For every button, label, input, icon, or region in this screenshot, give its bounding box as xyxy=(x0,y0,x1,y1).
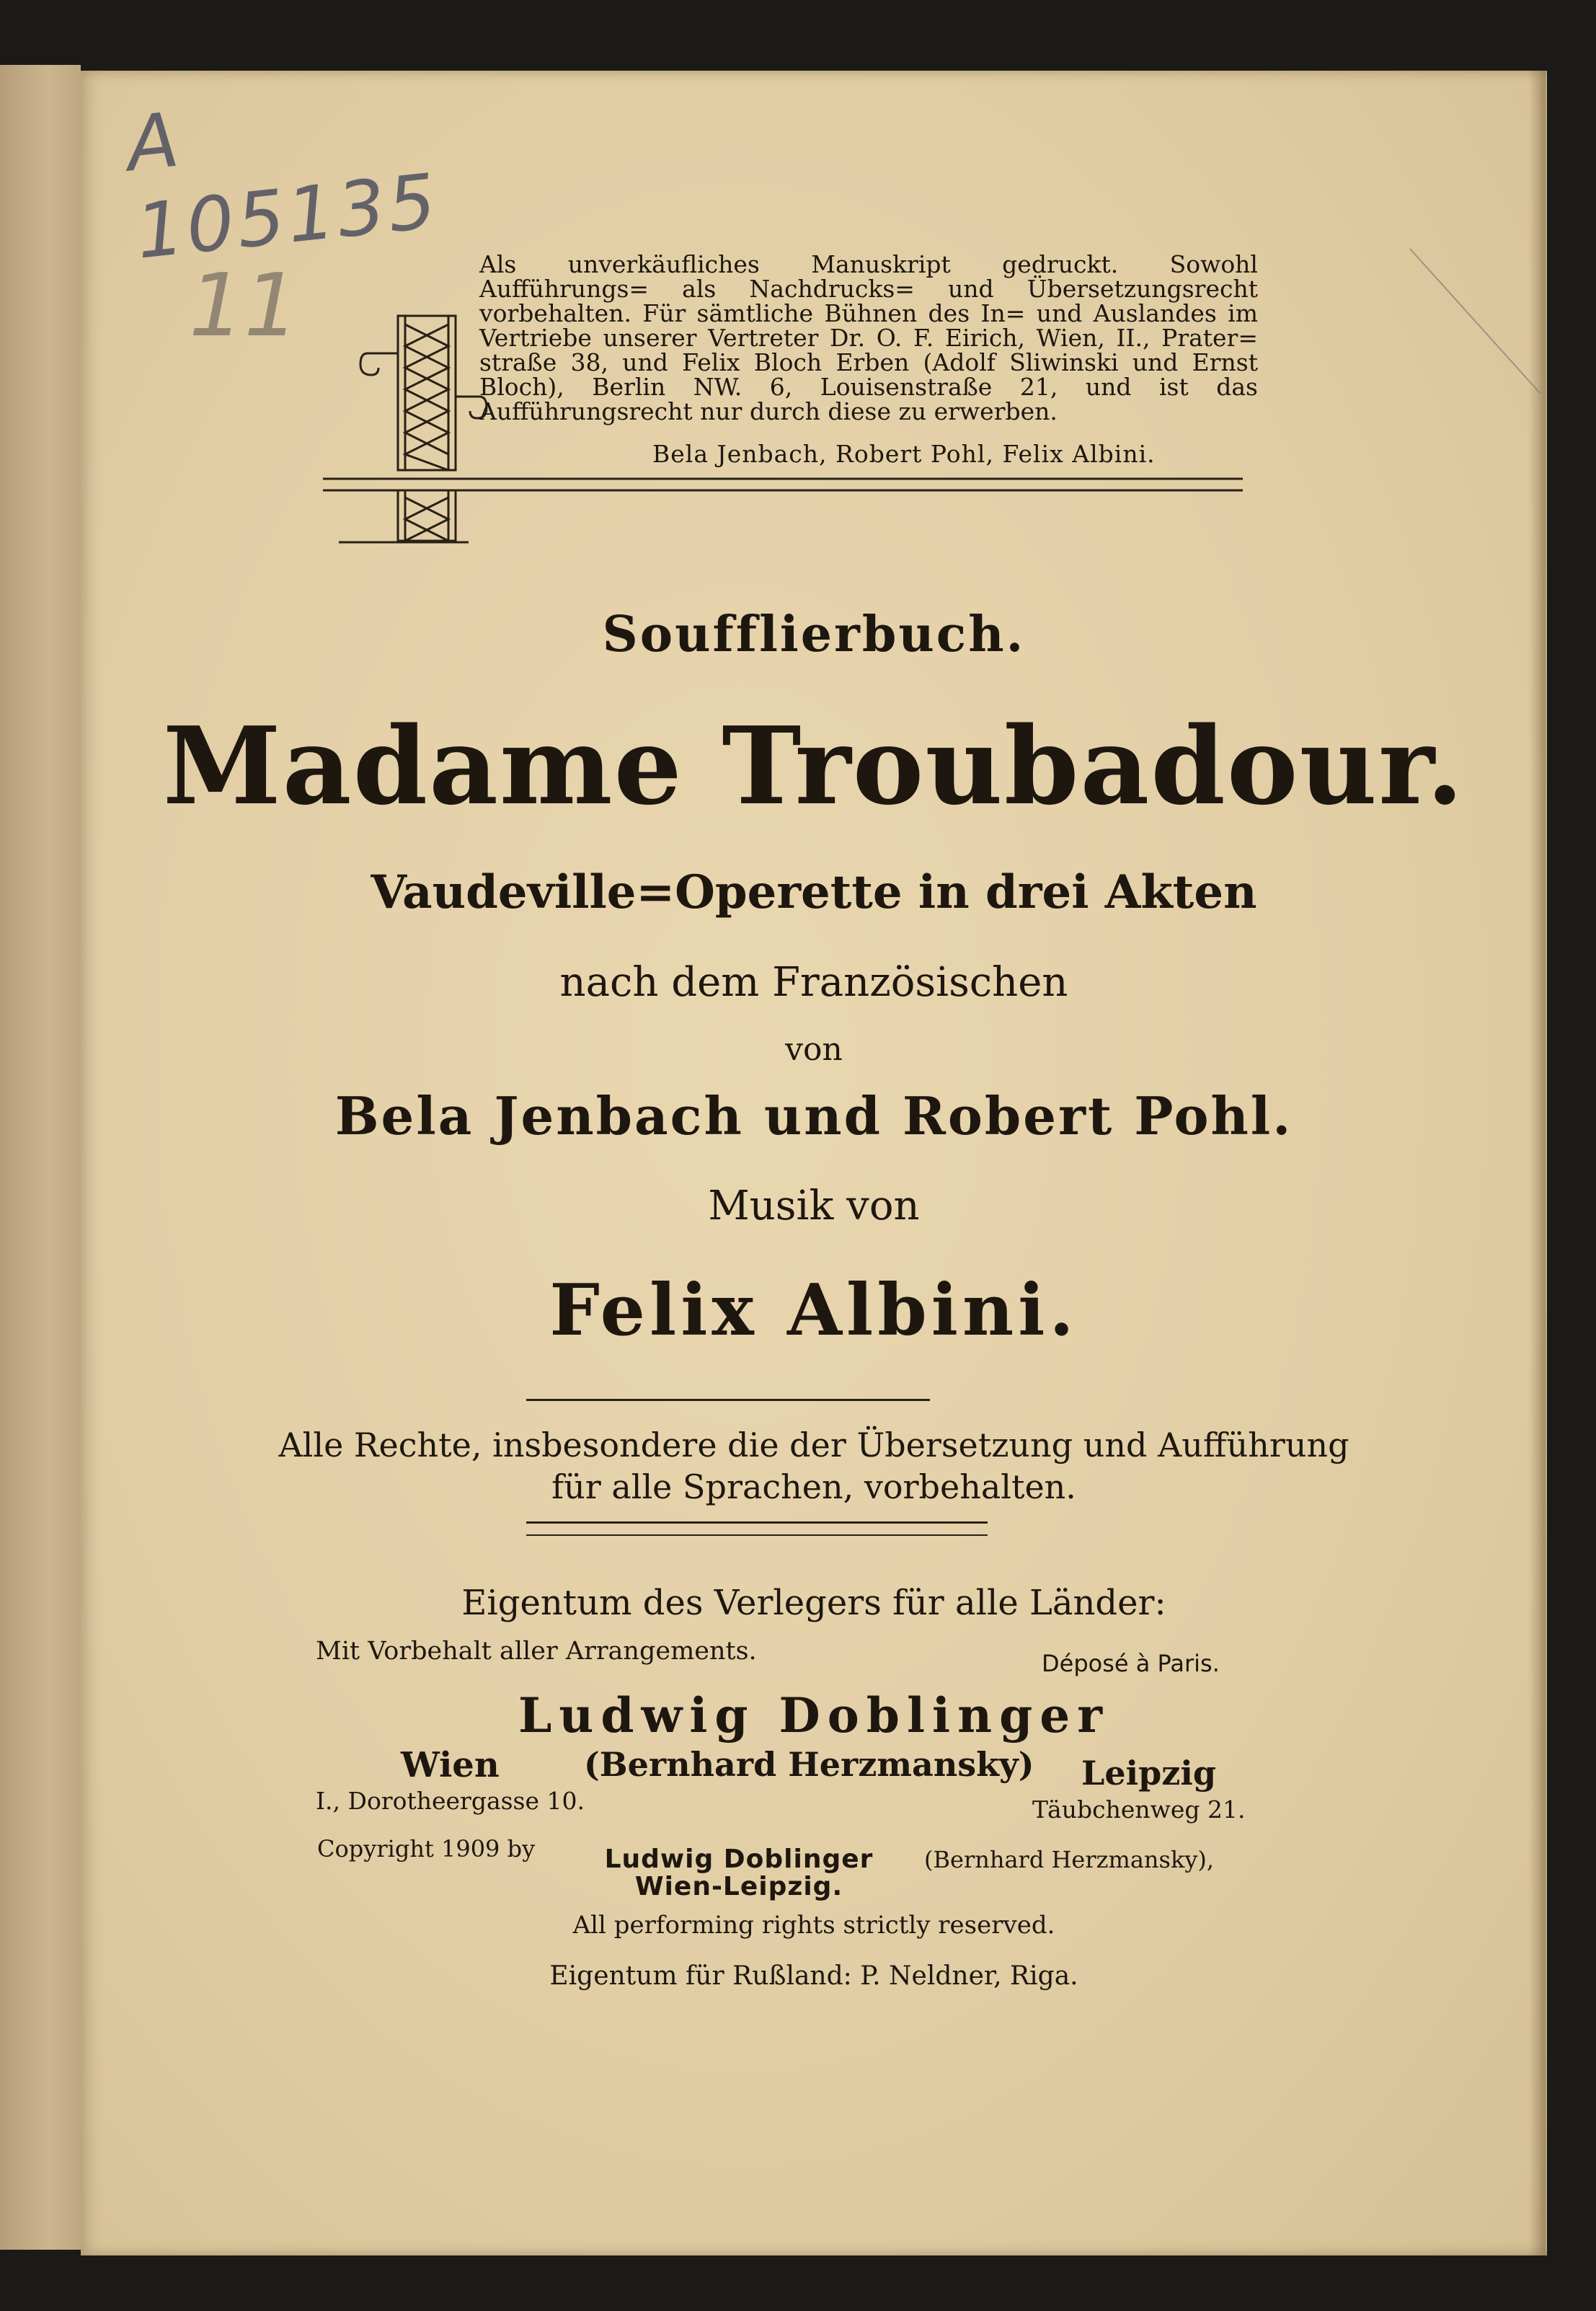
copyright-holder xyxy=(580,1846,897,1901)
copyright-holder-name: Ludwig Doblinger xyxy=(604,1844,874,1874)
divider-top xyxy=(526,1399,930,1401)
by-label: von xyxy=(785,1031,843,1068)
pencil-number: 11 xyxy=(189,256,299,356)
vignette-ornament xyxy=(317,310,505,548)
city-leipzig: Leipzig xyxy=(1081,1754,1217,1793)
source-note: nach dem Französischen xyxy=(559,959,1068,1006)
performing-rights: All performing rights strictly reserved. xyxy=(572,1911,1055,1940)
copyright-suffix: (Bernhard Herzmansky), xyxy=(924,1846,1215,1873)
notice-rule xyxy=(323,476,1243,495)
city-vienna: Wien xyxy=(401,1745,500,1785)
divider-bottom xyxy=(526,1521,988,1524)
authors: Bela Jenbach und Robert Pohl. xyxy=(334,1085,1293,1146)
publisher-name: Ludwig Doblinger xyxy=(518,1687,1109,1744)
notice-signature: Bela Jenbach, Robert Pohl, Felix Albini. xyxy=(652,440,1156,468)
subtitle: Vaudeville=Operette in drei Akten xyxy=(371,865,1257,919)
ownership-line: Eigentum des Verlegers für alle Länder: xyxy=(461,1583,1166,1623)
rights-statement xyxy=(81,1424,1547,1508)
page-title: Madame Troubadour. xyxy=(162,703,1466,828)
rights-line-1: Alle Rechte, insbesondere die der Übersetzung und Aufführung xyxy=(278,1426,1349,1464)
leipzig-address: Täubchenweg 21. xyxy=(1032,1795,1246,1824)
publisher-owner: (Bernhard Herzmansky) xyxy=(584,1745,1034,1784)
composer: Felix Albini. xyxy=(549,1269,1078,1352)
prompter-book-heading: Soufflierbuch. xyxy=(602,606,1026,663)
vienna-address: I., Dorotheergasse 10. xyxy=(316,1787,585,1815)
handwritten-shelfmark: A 105135 xyxy=(123,95,443,276)
copyright-holder-place: Wien-Leipzig. xyxy=(634,1872,843,1901)
depose-note: Déposé à Paris. xyxy=(1042,1650,1220,1677)
rights-line-2: für alle Sprachen, vorbehalten. xyxy=(551,1467,1076,1506)
facing-page-edge xyxy=(0,65,81,2250)
music-by-label: Musik von xyxy=(708,1183,920,1229)
russia-ownership: Eigentum für Rußland: P. Neldner, Riga. xyxy=(549,1961,1078,1991)
copyright-prefix: Copyright 1909 by xyxy=(317,1835,536,1863)
arrangement-reservation: Mit Vorbehalt aller Arrangements. xyxy=(316,1637,757,1666)
divider-bottom-2 xyxy=(526,1534,988,1536)
rights-notice: Als unverkäufliches Manuskript gedruckt. Sowohl Aufführungs= als Nachdrucks= und Übersetzungsrecht vorbehalten. Für sämtliche Bühnen des In= und Auslandes im Vertriebe unserer Vertreter Dr. O. F. Eirich, Wien, II., Prater= straße 38, und Felix Bloch Erben (Adolf Sliwinski und Ernst Bloch), Berlin NW. 6, Louisenstraße 21, und ist das Aufführungsrecht nur durch diese zu erwerben. xyxy=(479,250,1258,425)
